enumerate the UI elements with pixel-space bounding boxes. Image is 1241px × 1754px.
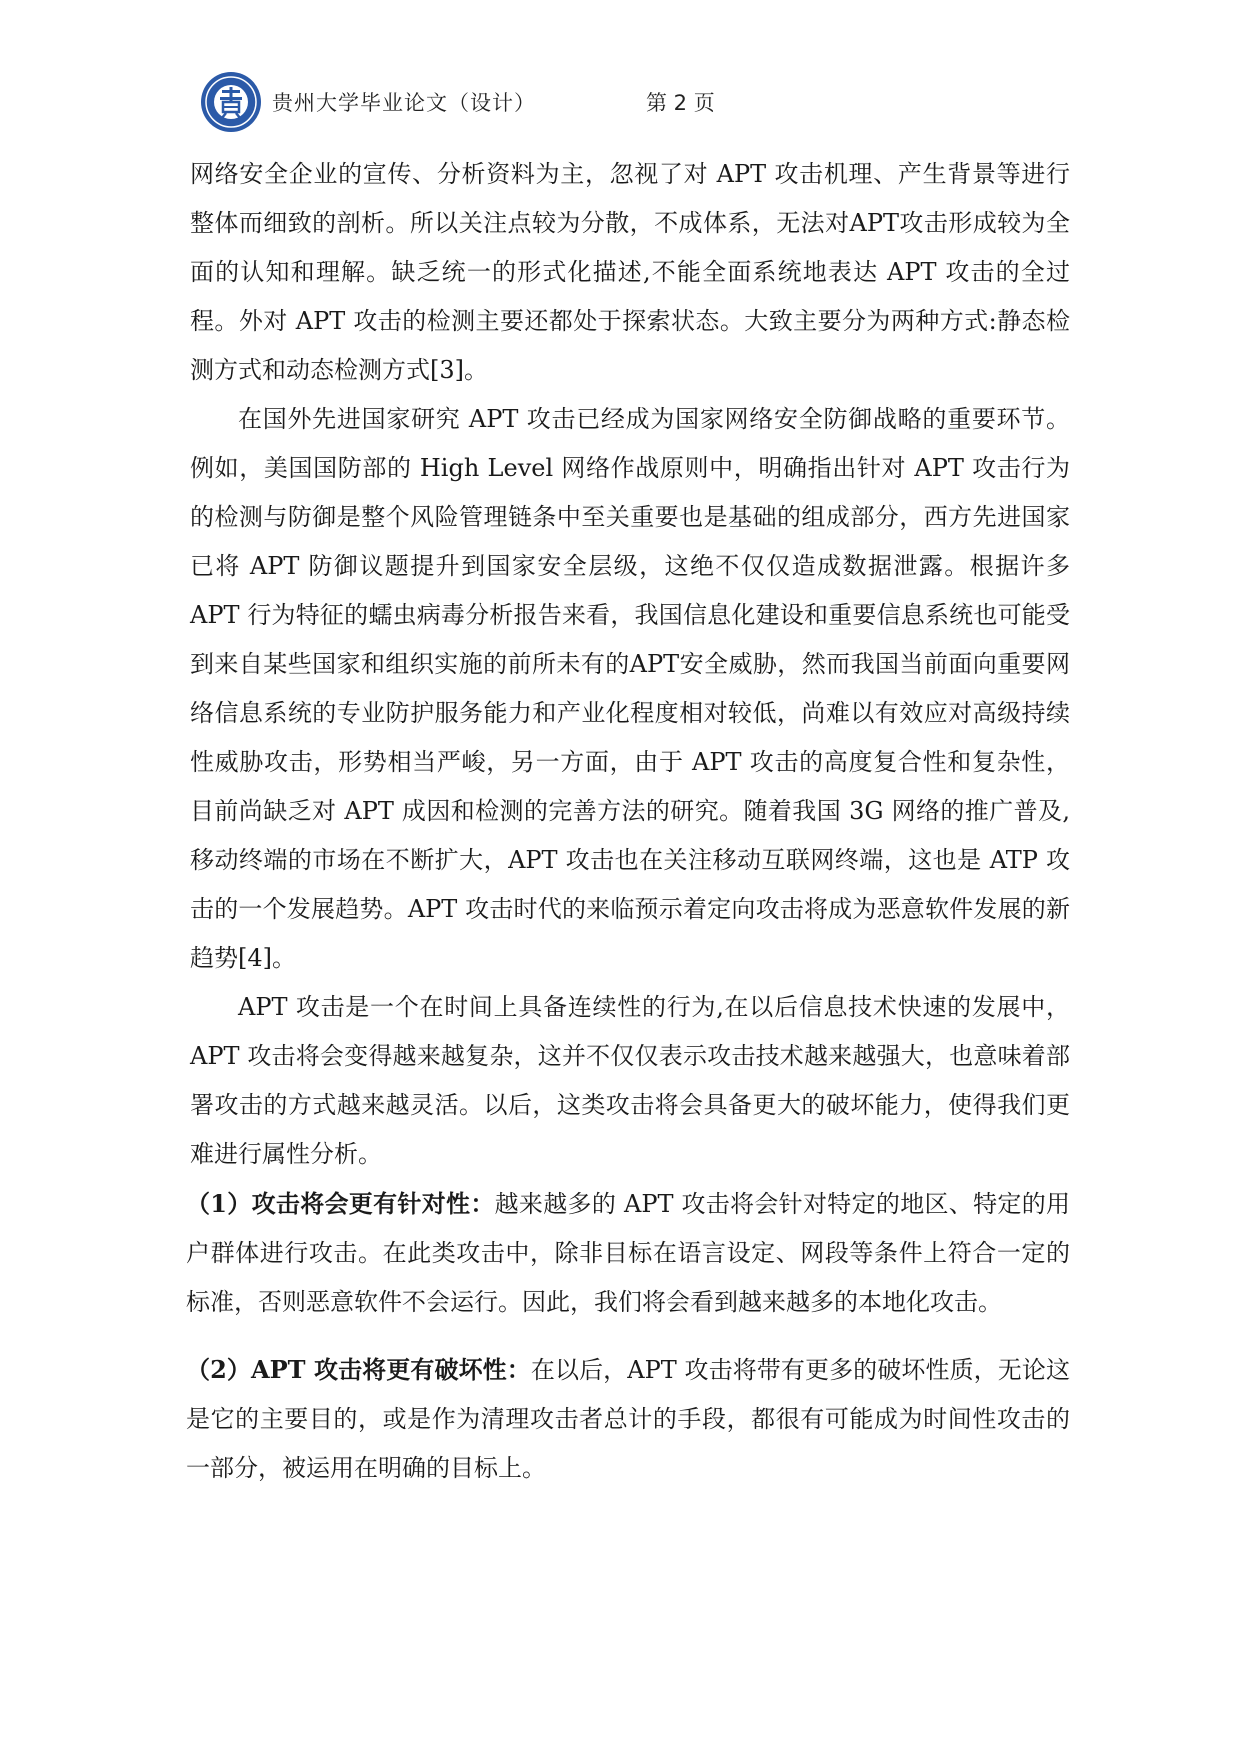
header-title: 贵州大学毕业论文（设计） bbox=[272, 91, 536, 115]
list-item-1 bbox=[186, 1179, 1070, 1327]
list-item-1-text: 越来越多的 APT 攻击将会针对特定的地区、特定的用户群体进行攻击。在此类攻击中，除非目标在语言设定、网段等条件上符合一定的标准，否则恶意软件不会运行。因此，我们将会看到越来越多的本地化攻击。 bbox=[186, 1190, 1070, 1316]
paragraph-1: 网络安全企业的宣传、分析资料为主，忽视了对 APT 攻击机理、产生背景等进行整体而细致的剖析。所以关注点较为分散，不成体系，无法对APT攻击形成较为全面的认知和理解。缺乏统一的形式化描述,不能全面系统地表达 APT 攻击的全过程。外对 APT 攻击的检测主要还都处于探索状态。大致主要分为两种方式:静态检测方式和动态检测方式[3]。 bbox=[190, 160, 1070, 384]
list-item-2-text: 在以后，APT 攻击将带有更多的破坏性质，无论这是它的主要目的，或是作为清理攻击者总计的手段，都很有可能成为时间性攻击的一部分，被运用在明确的目标上。 bbox=[186, 1356, 1070, 1482]
list-item-2-label: （2）APT 攻击将更有破坏性： bbox=[186, 1355, 531, 1384]
page-number: 第 2 页 bbox=[646, 91, 715, 115]
list-item-2 bbox=[186, 1345, 1070, 1493]
university-seal-icon bbox=[200, 71, 262, 133]
paragraph-3: APT 攻击是一个在时间上具备连续性的行为,在以后信息技术快速的发展中，APT 攻击将会变得越来越复杂，这并不仅仅表示攻击技术越来越强大，也意味着部署攻击的方式越来越灵活。以后，这类攻击将会具备更大的破坏能力，使得我们更难进行属性分析。 bbox=[190, 993, 1070, 1168]
page-header bbox=[200, 62, 800, 142]
list-item-1-label: （1）攻击将会更有针对性： bbox=[186, 1189, 495, 1218]
paragraph-2: 在国外先进国家研究 APT 攻击已经成为国家网络安全防御战略的重要环节。例如，美国国防部的 High Level 网络作战原则中，明确指出针对 APT 攻击行为的检测与防御是整个风险管理链条中至关重要也是基础的组成部分，西方先进国家已将 APT 防御议题提升到国家安全层级，这绝不仅仅造成数据泄露。根据许多APT 行为特征的蠕虫病毒分析报告来看，我国信息化建设和重要信息系统也可能受到来自某些国家和组织实施的前所未有的APT安全威胁，然而我国当前面向重要网络信息系统的专业防护服务能力和产业化程度相对较低，尚难以有效应对高级持续性威胁攻击，形势相当严峻，另一方面，由于 APT 攻击的高度复合性和复杂性，目前尚缺乏对 APT 成因和检测的完善方法的研究。随着我国 3G 网络的推广普及,移动终端的市场在不断扩大，APT 攻击也在关注移动互联网终端，这也是 ATP 攻击的一个发展趋势。APT 攻击时代的来临预示着定向攻击将成为恶意软件发展的新趋势[4]。 bbox=[190, 405, 1070, 972]
body-text bbox=[186, 150, 1070, 1493]
